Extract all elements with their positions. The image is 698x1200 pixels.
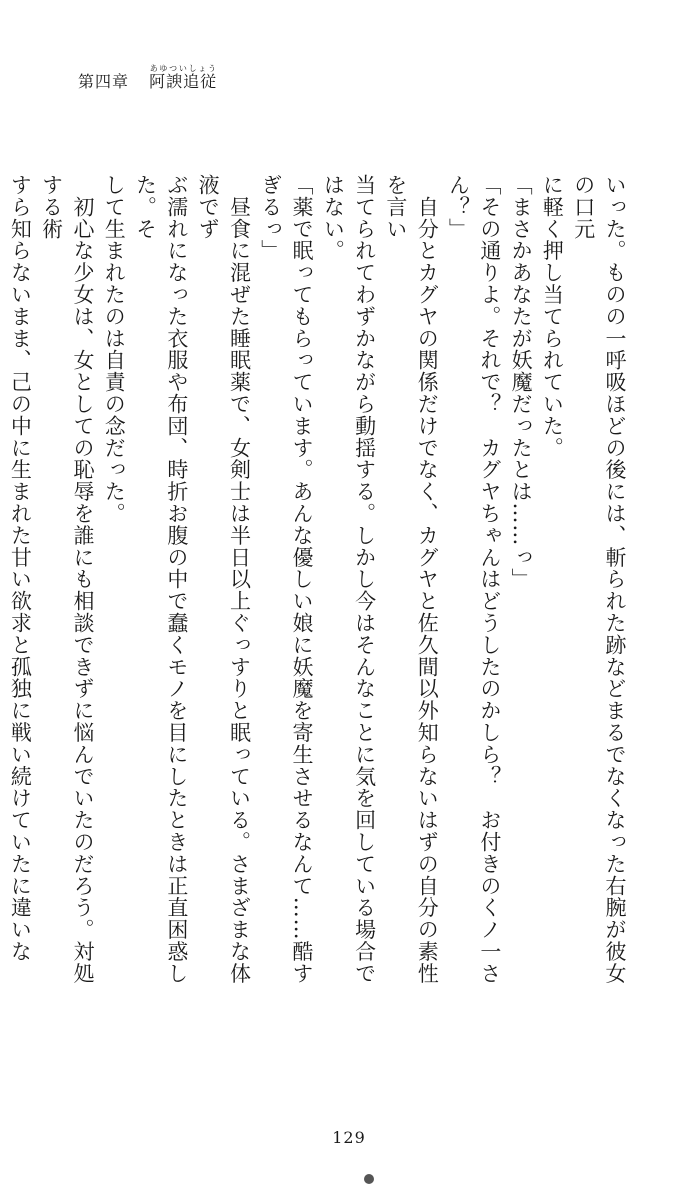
text-line: 昼食に混ぜた睡眠薬で、女剣士は半日以上ぐっすりと眠っている。さまざまな体液でず bbox=[196, 174, 252, 985]
chapter-title-text: 阿諛追従 bbox=[149, 72, 218, 91]
text-line: ぶ濡れになった衣服や布団、時折お腹の中で蠢くモノを目にしたときは正直困惑した。そ bbox=[133, 174, 189, 985]
text-line: 「薬で眠ってもらっています。あんな優しい娘に妖魔を寄生させるなんて……酷すぎるっ」 bbox=[258, 174, 315, 985]
text-line: 「まさかあなたが妖魔だったとは……っ」 bbox=[509, 174, 534, 591]
text-line: して生まれたのは自責の念だった。 bbox=[102, 174, 127, 525]
text-line: すら知らないまま、己の中に生まれた甘い欲求と孤独に戦い続けていたに違いな bbox=[8, 174, 33, 963]
body-text bbox=[8, 174, 630, 1004]
text-line: に軽く押し当てられていた。 bbox=[540, 174, 565, 459]
running-header bbox=[78, 64, 217, 92]
text-line: 「その通りよ。それで？ カグヤちゃんはどうしたのかしら？ お付きのくノ一さん？」 bbox=[446, 174, 502, 985]
chapter-title-ruby: あゆついしょう bbox=[149, 64, 218, 73]
chapter-label: 第四章 bbox=[78, 72, 130, 91]
text-line: 初心な少女は、女としての恥辱を誰にも相談できずに悩んでいたのだろう。対処する術 bbox=[39, 174, 95, 985]
text-line: いった。ものの一呼吸ほどの後には、斬られた跡などまるでなくなった右腕が彼女の口元 bbox=[571, 174, 627, 985]
page-number: 129 bbox=[332, 1128, 366, 1147]
chapter-title bbox=[149, 64, 218, 91]
page-bullet-dot bbox=[364, 1174, 374, 1184]
text-line: 自分とカグヤの関係だけでなく、カグヤと佐久間以外知らないはずの自分の素性を言い bbox=[383, 174, 440, 985]
text-line: 当てられてわずかながら動揺する。しかし今はそんなことに気を回している場合ではない。 bbox=[321, 174, 377, 985]
